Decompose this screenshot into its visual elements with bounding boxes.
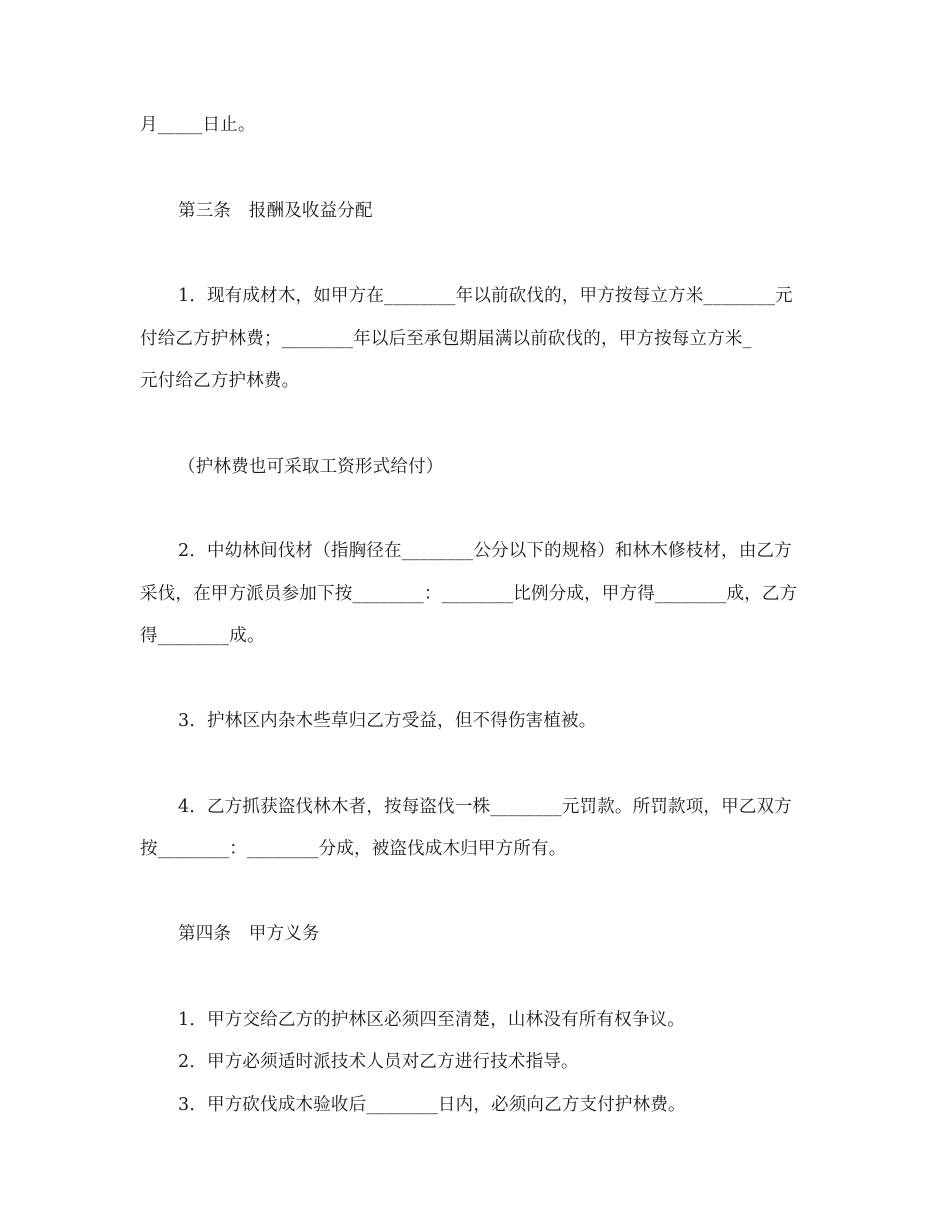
clause-3-2-line-2: 采伐，在甲方派员参加下按________：________比例分成，甲方得________成，乙方 (140, 584, 798, 604)
clause-3-2-line-1: 2．中幼林间伐材（指胸径在________公分以下的规格）和林木修枝材，由乙方 (178, 541, 792, 561)
clause-3-1-line-1: 1．现有成材木，如甲方在________年以前砍伐的，甲方按每立方米________元 (178, 286, 793, 306)
clause-3-4-line-2: 按________：________分成，被盗伐成木归甲方所有。 (140, 839, 567, 859)
article-4-heading: 第四条 甲方义务 (178, 924, 320, 944)
text-line-continuation: 月_____日止。 (140, 115, 256, 135)
clause-4-3: 3．甲方砍伐成木验收后________日内，必须向乙方支付护林费。 (178, 1095, 686, 1115)
clause-3-1-note: （护林费也可采取工资形式给付） (178, 457, 444, 477)
clause-4-2: 2．甲方必须适时派技术人员对乙方进行技术指导。 (178, 1052, 579, 1072)
clause-3-4-line-1: 4．乙方抓获盗伐林木者，按每盗伐一株________元罚款。所罚款项，甲乙双方 (178, 797, 792, 817)
clause-3-2-line-3: 得________成。 (140, 626, 265, 646)
clause-3-1-line-3: 元付给乙方护林费。 (140, 371, 300, 391)
clause-3-3: 3．护林区内杂木些草归乙方受益，但不得伤害植被。 (178, 711, 597, 731)
article-3-heading: 第三条 报酬及收益分配 (178, 201, 373, 221)
clause-3-1-line-2: 付给乙方护林费；________年以后至承包期届满以前砍伐的，甲方按每立方米_ (140, 329, 752, 349)
clause-4-1: 1．甲方交给乙方的护林区必须四至清楚，山林没有所有权争议。 (178, 1010, 685, 1030)
